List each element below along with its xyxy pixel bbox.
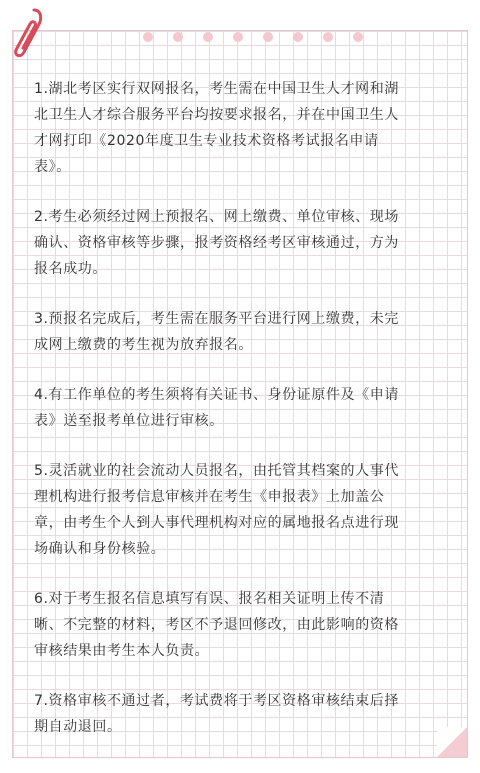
notice-paragraph-3: 3.预报名完成后，考生需在服务平台进行网上缴费，未完 成网上缴费的考生视为放弃报名。 bbox=[34, 311, 399, 353]
dot-icon bbox=[233, 32, 243, 42]
notice-paragraph-1: 1.湖北考区实行双网报名，考生需在中国卫生人才网和湖 北卫生人才综合服务平台均按要求报名，并在中国卫生人 才网打印《2020年度卫生专业技术资格考试报名申请 表》。 bbox=[34, 81, 399, 175]
notice-paragraph-7: 7.资格审核不通过者，考试费将于考区资格审核结束后择 期自动退回。 bbox=[34, 693, 399, 735]
notice-paragraph-6: 6.对于考生报名信息填写有误、报名相关证明上传不清 晰、不完整的材料，考区不予退回修改，由此影响的资格 审核结果由考生本人负责。 bbox=[34, 591, 399, 659]
notice-paragraph-2: 2.考生必须经过网上预报名、网上缴费、单位审核、现场 确认、资格审核等步骤，报考资格经考区审核通过，方为 报名成功。 bbox=[34, 209, 399, 277]
dot-icon bbox=[143, 32, 153, 42]
dot-icon bbox=[263, 32, 273, 42]
dot-icon bbox=[293, 32, 303, 42]
notice-paragraph-4: 4.有工作单位的考生须将有关证书、身份证原件及《申请 表》送至报考单位进行审核。 bbox=[34, 387, 399, 429]
dot-icon bbox=[173, 32, 183, 42]
dot-icon bbox=[203, 32, 213, 42]
notice-paragraph-5: 5.灵活就业的社会流动人员报名，由托管其档案的人事代 理机构进行报考信息审核并在考生《申报表》上加盖公 章，由考生个人到人事代理机构对应的属地报名点进行现 场确认和身份核验。 bbox=[34, 463, 399, 557]
decorative-dots bbox=[143, 32, 363, 42]
paperclip-icon bbox=[12, 6, 46, 62]
notice-content bbox=[34, 76, 444, 764]
dot-icon bbox=[323, 32, 333, 42]
dot-icon bbox=[353, 32, 363, 42]
